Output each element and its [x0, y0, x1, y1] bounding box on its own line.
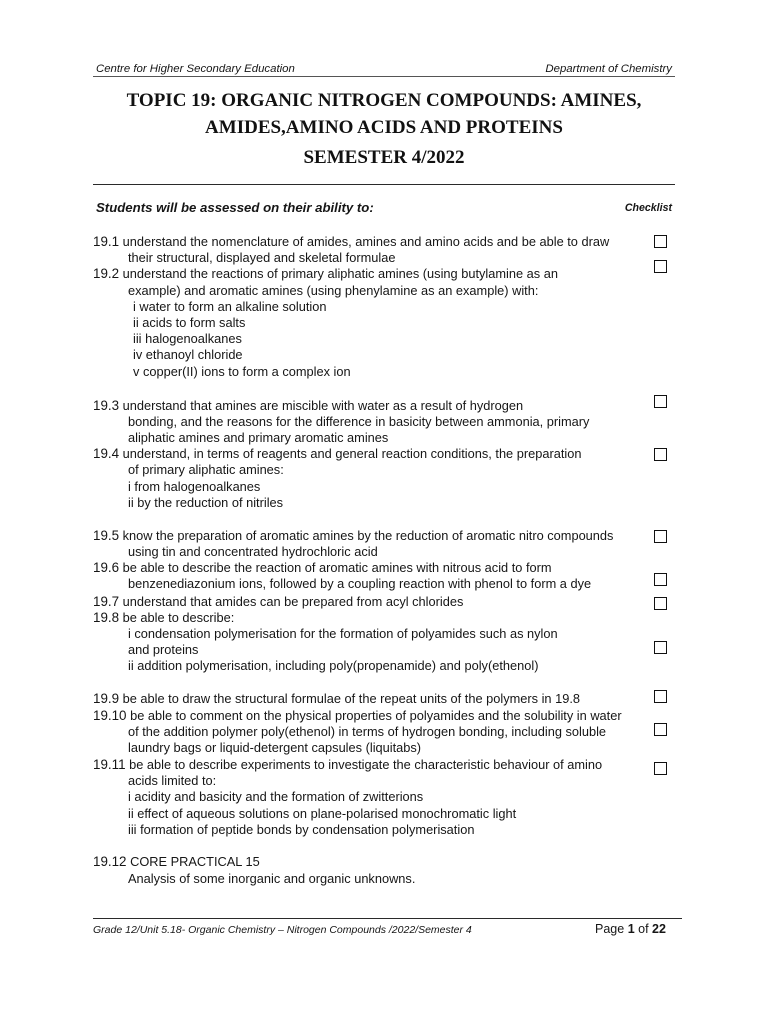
page-total: 22	[652, 922, 666, 936]
page-current: 1	[627, 922, 635, 936]
objective-number: 19.10	[93, 708, 127, 723]
objective-first-line	[93, 398, 523, 414]
objective-text: be able to describe the reaction of aromatic amines with nitrous acid to form	[122, 560, 552, 575]
objective-text: understand that amides can be prepared from acyl chlorides	[122, 594, 464, 609]
objective-text-continuation: using tin and concentrated hydrochloric acid	[128, 544, 378, 559]
objective-subitem: ii by the reduction of nitriles	[128, 495, 284, 510]
objective-text: understand the reactions of primary aliphatic amines (using butylamine as an	[122, 266, 558, 281]
checklist-checkbox[interactable]	[654, 235, 667, 248]
objective-text: be able to describe experiments to investigate the characteristic behaviour of amino	[129, 757, 603, 772]
objective-number: 19.4	[93, 446, 120, 461]
objective-text: be able to comment on the physical properties of polyamides and the solubility in water	[130, 708, 622, 723]
header-rule	[93, 76, 675, 77]
objective-subitem: ii acids to form salts	[133, 315, 246, 330]
checklist-checkbox[interactable]	[654, 573, 667, 586]
objective-number: 19.6	[93, 560, 120, 575]
objective-text-continuation: their structural, displayed and skeletal formulae	[128, 250, 396, 265]
page-label: Page	[595, 922, 625, 936]
objective-text: know the preparation of aromatic amines by the reduction of aromatic nitro compounds	[122, 528, 614, 543]
objective-subitem: i acidity and basicity and the formation of zwitterions	[128, 789, 424, 804]
checklist-checkbox[interactable]	[654, 641, 667, 654]
assessment-intro: Students will be assessed on their ability to:	[96, 200, 374, 215]
objective-first-line	[93, 691, 580, 707]
objective-first-line	[93, 594, 463, 610]
header-institution: Centre for Higher Secondary Education	[96, 63, 295, 75]
objective-number: 19.8	[93, 610, 120, 625]
objective-subitem: i from halogenoalkanes	[128, 479, 261, 494]
objective-subitem: and proteins	[128, 642, 199, 657]
objective-text-continuation: of the addition polymer poly(ethenol) in terms of hydrogen bonding, including soluble	[128, 724, 607, 739]
objective-subitem: iii halogenoalkanes	[133, 331, 242, 346]
objective-text: be able to draw the structural formulae of the repeat units of the polymers in 19.8	[122, 691, 581, 706]
checklist-checkbox[interactable]	[654, 260, 667, 273]
title-line: TOPIC 19: ORGANIC NITROGEN COMPOUNDS: AMINES,	[126, 90, 642, 111]
checklist-checkbox[interactable]	[654, 395, 667, 408]
objective-text: understand, in terms of reagents and general reaction conditions, the preparation	[122, 446, 582, 461]
objective-subitem: ii addition polymerisation, including poly(propenamide) and poly(ethenol)	[128, 658, 539, 673]
objective-first-line	[93, 266, 558, 282]
objective-number: 19.12	[93, 854, 127, 869]
title-rule	[93, 184, 675, 185]
objective-subitem: iv ethanoyl chloride	[133, 347, 243, 362]
objective-first-line	[93, 854, 260, 870]
objective-first-line	[93, 757, 602, 773]
objective-first-line	[93, 560, 552, 576]
objective-text-continuation: Analysis of some inorganic and organic unknowns.	[128, 871, 416, 886]
objective-text-continuation: laundry bags or liquid-detergent capsules (liquitabs)	[128, 740, 422, 755]
checklist-checkbox[interactable]	[654, 597, 667, 610]
checklist-checkbox[interactable]	[654, 530, 667, 543]
objective-text-continuation: acids limited to:	[128, 773, 217, 788]
checklist-checkbox[interactable]	[654, 723, 667, 736]
objective-number: 19.9	[93, 691, 120, 706]
objective-text-continuation: bonding, and the reasons for the difference in basicity between ammonia, primary	[128, 414, 590, 429]
objective-first-line	[93, 528, 613, 544]
objective-subitem: i condensation polymerisation for the formation of polyamides such as nylon	[128, 626, 558, 641]
objective-text-continuation: of primary aliphatic amines:	[128, 462, 284, 477]
objective-text: understand the nomenclature of amides, amines and amino acids and be able to draw	[122, 234, 610, 249]
checklist-column-label: Checklist	[624, 202, 672, 214]
objective-number: 19.11	[93, 757, 126, 772]
checklist-checkbox[interactable]	[654, 762, 667, 775]
objective-number: 19.7	[93, 594, 120, 609]
footer-rule	[93, 918, 682, 919]
title-line: AMIDES,AMINO ACIDS AND PROTEINS	[205, 117, 563, 138]
objective-text-continuation: aliphatic amines and primary aromatic amines	[128, 430, 389, 445]
objective-first-line	[93, 708, 622, 724]
objective-number: 19.3	[93, 398, 120, 413]
objective-subitem: v copper(II) ions to form a complex ion	[133, 364, 351, 379]
objective-number: 19.2	[93, 266, 120, 281]
objective-number: 19.5	[93, 528, 120, 543]
objective-text: be able to describe:	[122, 610, 235, 625]
objective-first-line	[93, 234, 609, 250]
checklist-checkbox[interactable]	[654, 448, 667, 461]
objective-text-continuation: example) and aromatic amines (using phenylamine as an example) with:	[128, 283, 539, 298]
footer-course-info: Grade 12/Unit 5.18- Organic Chemistry – Nitrogen Compounds /2022/Semester 4	[93, 924, 472, 936]
objective-number: 19.1	[93, 234, 120, 249]
page-of-label: of	[638, 922, 649, 936]
page-number	[595, 921, 666, 937]
objective-subitem: ii effect of aqueous solutions on plane-polarised monochromatic light	[128, 806, 517, 821]
objective-text-continuation: benzenediazonium ions, followed by a coupling reaction with phenol to form a dye	[128, 576, 592, 591]
objective-text: understand that amines are miscible with water as a result of hydrogen	[122, 398, 524, 413]
objective-text: CORE PRACTICAL 15	[130, 854, 260, 869]
objective-subitem: i water to form an alkaline solution	[133, 299, 327, 314]
checklist-checkbox[interactable]	[654, 690, 667, 703]
objective-first-line	[93, 610, 234, 626]
objective-subitem: iii formation of peptide bonds by condensation polymerisation	[128, 822, 475, 837]
header-department: Department of Chemistry	[545, 63, 672, 75]
objective-first-line	[93, 446, 581, 462]
semester-heading: SEMESTER 4/2022	[303, 147, 465, 168]
